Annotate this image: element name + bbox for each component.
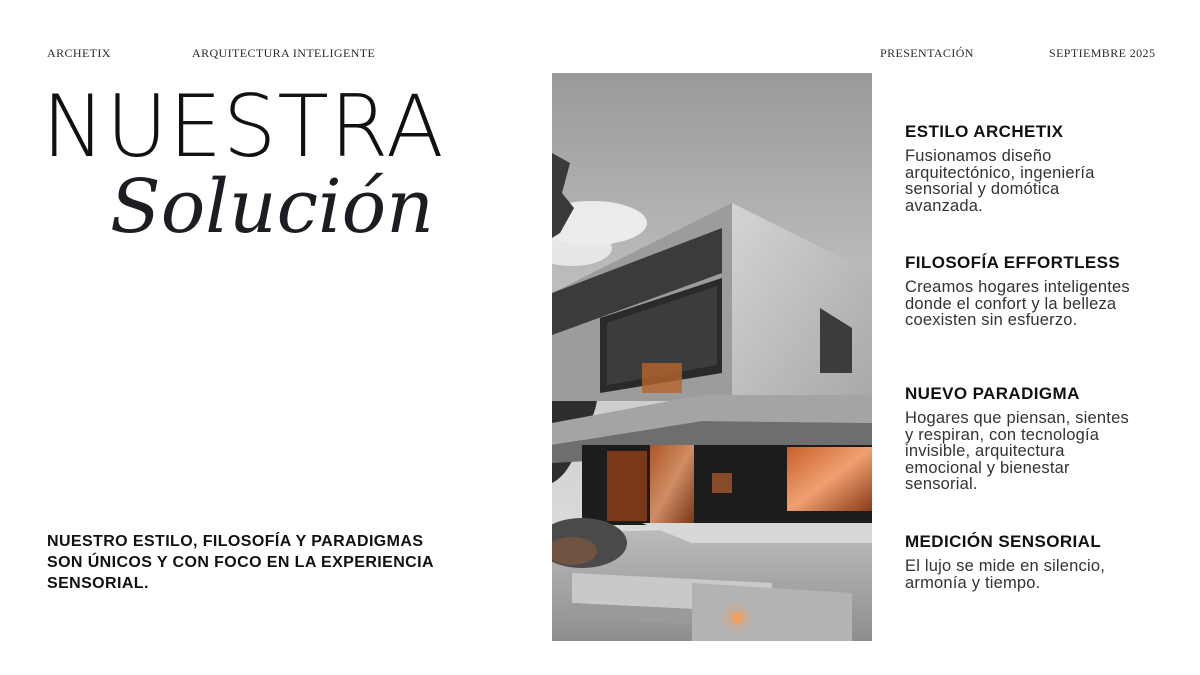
document-type: PRESENTACIÓN <box>880 46 974 60</box>
feature-title: ESTILO ARCHETIX <box>905 122 1064 141</box>
house-photo <box>552 73 872 641</box>
focus-statement: NUESTRO ESTILO, FILOSOFÍA Y PARADIGMAS SON ÚNICOS Y CON FOCO EN LA EXPERIENCIA SENSORIAL. <box>47 533 434 592</box>
feature-title: FILOSOFÍA EFFORTLESS <box>905 253 1121 272</box>
title-line-1: NUESTRA <box>42 77 445 177</box>
brand-name: ARCHETIX <box>47 46 111 60</box>
feature-description: Hogares que piensan, sientes y respiran, con tecnología invisible, arquitectura emocional y bienestar sensorial. <box>905 409 1129 494</box>
feature-filosofia <box>905 253 1175 329</box>
feature-estilo <box>905 122 1175 214</box>
feature-paradigma <box>905 384 1175 493</box>
feature-description: Creamos hogares inteligentes donde el confort y la belleza coexisten sin esfuerzo. <box>905 278 1130 330</box>
title-line-2: Solución <box>110 164 434 250</box>
feature-medicion <box>905 532 1175 591</box>
feature-description: Fusionamos diseño arquitectónico, ingeniería sensorial y domótica avanzada. <box>905 147 1095 215</box>
document-date: SEPTIEMBRE 2025 <box>1049 46 1156 60</box>
feature-title: NUEVO PARADIGMA <box>905 384 1080 403</box>
brand-tagline: ARQUITECTURA INTELIGENTE <box>192 46 376 60</box>
feature-description: El lujo se mide en silencio, armonía y tiempo. <box>905 557 1106 592</box>
feature-title: MEDICIÓN SENSORIAL <box>905 532 1102 551</box>
